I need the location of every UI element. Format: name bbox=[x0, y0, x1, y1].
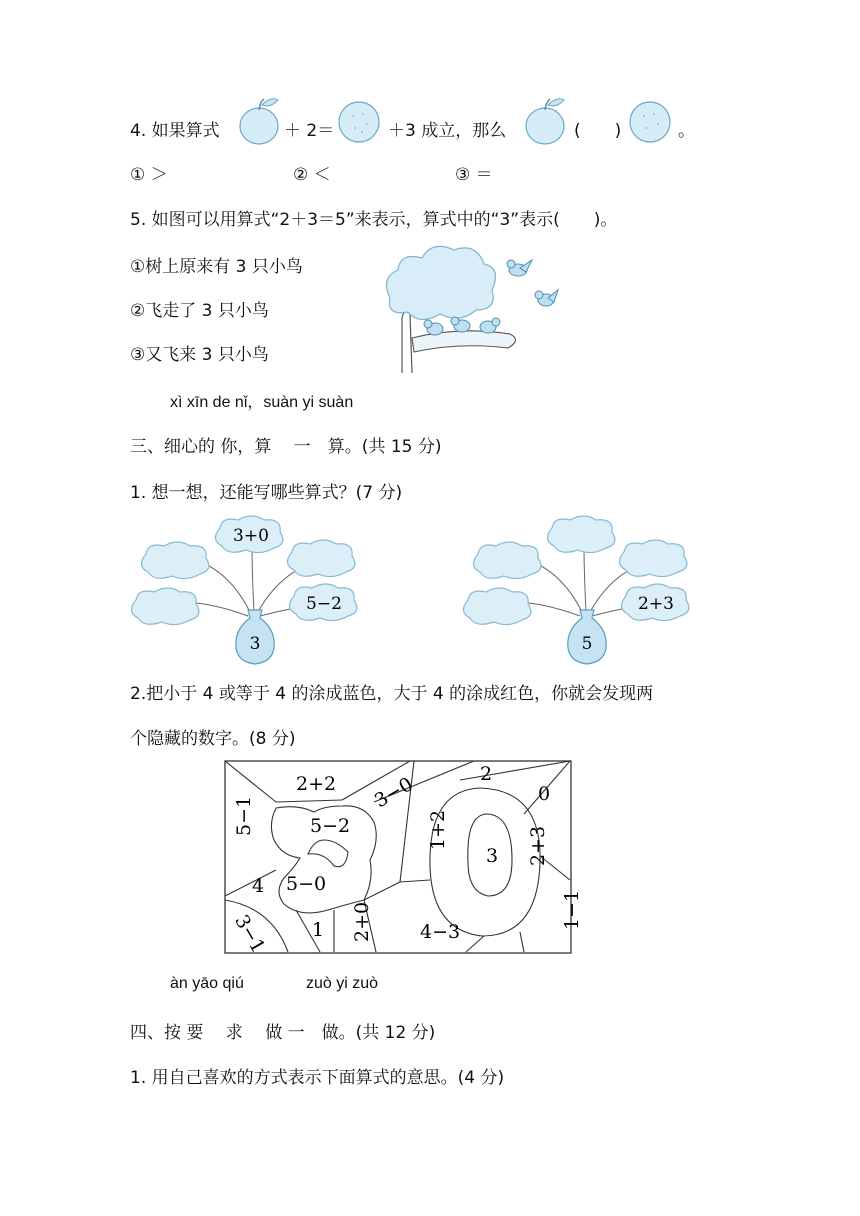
q4-prefix: 4. 如果算式 bbox=[130, 121, 220, 141]
tree-birds-illustration bbox=[380, 238, 565, 373]
orange-icon bbox=[337, 100, 381, 144]
s3q2-line1: 2.把小于 4 或等于 4 的涂成蓝色，大于 4 的涂成红色，你就会发现两 bbox=[130, 684, 654, 704]
q5-option-1[interactable]: ①树上原来有 3 只小鸟 bbox=[130, 257, 303, 277]
q5-text: 5. 如图可以用算式“2＋3＝5”来表示，算式中的“3”表示( )。 bbox=[130, 210, 618, 230]
cell-2: 2 bbox=[480, 763, 493, 785]
cell-5minus2: 5−2 bbox=[310, 815, 351, 837]
cloud-3 bbox=[619, 540, 686, 577]
cloud-1-expr: 3+0 bbox=[233, 526, 269, 546]
cell-2plus0: 2+0 bbox=[351, 901, 373, 942]
q4-option-1[interactable]: ① ＞ bbox=[130, 165, 168, 185]
vase-2-number: 5 bbox=[581, 634, 593, 654]
vase-1-number: 3 bbox=[249, 634, 261, 654]
cell-4minus3: 4−3 bbox=[420, 921, 461, 943]
cell-1minus1: 1−1 bbox=[561, 889, 583, 930]
cloud-2 bbox=[473, 542, 540, 579]
q4-end: 。 bbox=[678, 121, 695, 141]
cloud-1 bbox=[547, 516, 614, 553]
cloud-5-expr: 5−2 bbox=[306, 594, 342, 614]
apple-icon bbox=[237, 96, 281, 146]
section4-title: 四、按 要 求 做 一 做。(共 12 分) bbox=[130, 1023, 436, 1043]
cell-2plus2: 2+2 bbox=[296, 773, 337, 795]
cell-3minus1: 3−1 bbox=[230, 911, 270, 957]
cell-3: 3 bbox=[486, 845, 499, 867]
apple-icon-2 bbox=[523, 96, 567, 146]
s3q2-line2: 个隐藏的数字。(8 分) bbox=[130, 729, 296, 749]
cell-0: 0 bbox=[538, 783, 551, 805]
cell-3minus0: 3−0 bbox=[370, 773, 417, 813]
cloud-2 bbox=[141, 542, 208, 579]
s3q1-text: 1. 想一想，还能写哪些算式？(7 分) bbox=[130, 483, 403, 503]
section3-title: 三、细心的 你，算 一 算。(共 15 分) bbox=[130, 437, 442, 457]
section3-pinyin: xì xīn de nǐ，suàn yi suàn bbox=[170, 394, 354, 411]
q4-option-3[interactable]: ③ ＝ bbox=[455, 165, 493, 185]
cell-1plus2: 1+2 bbox=[427, 809, 449, 850]
hidden-number-puzzle[interactable] bbox=[224, 760, 583, 957]
q5-option-3[interactable]: ③又飞来 3 只小鸟 bbox=[130, 345, 269, 365]
cloud-4 bbox=[463, 588, 530, 625]
cloud-4 bbox=[131, 588, 198, 625]
cell-1: 1 bbox=[312, 919, 325, 941]
cloud-5-expr: 2+3 bbox=[638, 594, 674, 614]
orange-icon-2 bbox=[628, 100, 672, 144]
section4-pinyin-2: zuò yi zuò bbox=[306, 975, 379, 992]
q4-option-2[interactable]: ② ＜ bbox=[293, 165, 331, 185]
q4-plus2: ＋ 2＝ bbox=[284, 121, 335, 141]
cell-5minus1: 5−1 bbox=[233, 795, 255, 836]
cell-2plus3: 2+3 bbox=[527, 825, 549, 866]
q4-plus3: ＋3 成立，那么 bbox=[388, 121, 507, 141]
vase-cloud-diagram-1 bbox=[130, 512, 375, 667]
cloud-3 bbox=[287, 540, 354, 577]
section4-pinyin-1: àn yāo qiú bbox=[170, 975, 244, 992]
q5-option-2[interactable]: ②飞走了 3 只小鸟 bbox=[130, 301, 269, 321]
vase-cloud-diagram-2 bbox=[462, 512, 707, 667]
q4-answer-paren[interactable]: ( ) bbox=[574, 121, 622, 141]
cell-4: 4 bbox=[252, 875, 265, 897]
s4q1-text: 1. 用自己喜欢的方式表示下面算式的意思。(4 分) bbox=[130, 1068, 505, 1088]
cell-5minus0: 5−0 bbox=[286, 873, 327, 895]
